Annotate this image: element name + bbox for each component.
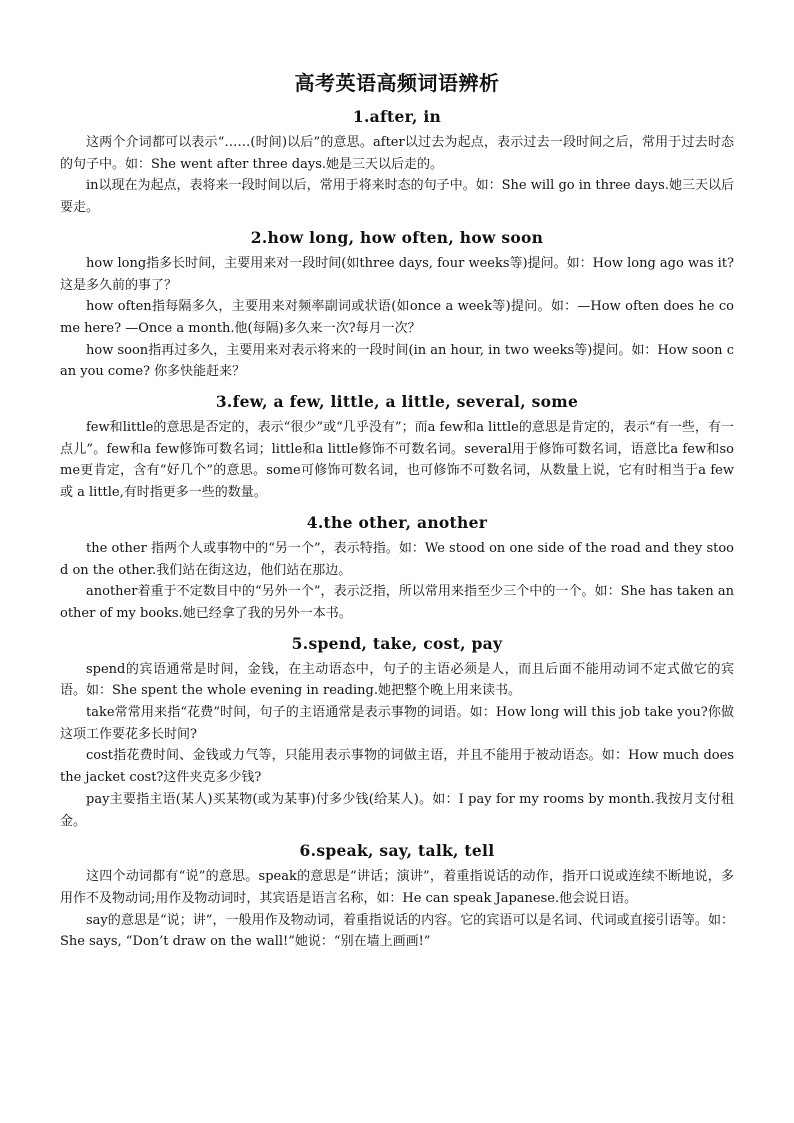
section-title: 3.few, a few, little, a little, several, some — [215, 392, 579, 412]
paragraph: say的意思是“说；讲”，一般用作及物动词，着重指说话的内容。它的宾语可以是名词、代词或直接引语等。如：She says, “Don’t draw on the wall!”她说：“别在墙上画画!” — [60, 912, 734, 950]
paragraph: the other 指两个人或事物中的“另一个”，表示特指。如：We stood on one side of the road and they stood on the other.我们站在街这边，他们站在那边。 — [60, 540, 734, 578]
document-title: 高考英语高频词语辨析 — [294, 71, 500, 95]
paragraph: pay主要指主语(某人)买某物(或为某事)付多少钱(给某人)。如：I pay for my rooms by month.我按月支付租金。 — [60, 791, 734, 829]
paragraph: few和little的意思是否定的，表示“很少”或“几乎没有”；而a few和a little的意思是肯定的，表示“有一些，有一点儿”。few和a few修饰可数名词；little和a little修饰不可数名词。several用于修饰可数名词，语意比a few和some更肯定，含有“好几个”的意思。some可修饰可数名词，也可修饰不可数名词，从数量上说，它有时相当于a few 或 a little,有时指更多一些的数量。 — [60, 420, 734, 501]
section-title: 4.the other, another — [306, 512, 488, 532]
section-after-in — [60, 106, 734, 219]
paragraph: spend的宾语通常是时间，金钱，在主动语态中，句子的主语必须是人，而且后面不能用动词不定式做它的宾语。如：She spent the whole evening in reading.她把整个晚上用来读书。 — [60, 661, 734, 699]
paragraph: cost指花费时间、金钱或力气等，只能用表示事物的词做主语，并且不能用于被动语态。如：How much does the jacket cost?这件夹克多少钱? — [60, 748, 734, 786]
section-title: 2.how long, how often, how soon — [250, 227, 544, 247]
paragraph: 这两个介词都可以表示“……(时间)以后”的意思。after以过去为起点，表示过去一段时间之后，常用于过去时态的句子中。如：She went after three days.她是三天以后走的。 — [60, 135, 734, 172]
section-spend-take-cost-pay — [60, 633, 734, 833]
paragraph: another着重于不定数目中的“另外一个”，表示泛指，所以常用来指至少三个中的一个。如：She has taken another of my books.她已经拿了我的另外一本书。 — [60, 584, 734, 621]
paragraph: how soon指再过多久，主要用来对表示将来的一段时间(in an hour, in two weeks等)提问。如：How soon can you come? 你多快能赶来？ — [60, 342, 734, 380]
paragraph: 这四个动词都有“说”的意思。speak的意思是“讲话；演讲”，着重指说话的动作，指开口说或连续不断地说，多用作不及物动词;用作及物动词时，其宾语是语言名称，如：He can speak Japanese.他会说日语。 — [60, 869, 734, 906]
section-the-other-another — [60, 512, 734, 625]
document-page — [60, 70, 734, 953]
paragraph: how long指多长时间，主要用来对一段时间(如three days, four weeks等)提问。如：How long ago was it? 这是多久前的事了？ — [60, 255, 734, 293]
paragraph: take常常用来指“花费”时间，句子的主语通常是表示事物的词语。如：How long will this job take you?你做这项工作要花多长时间? — [60, 705, 734, 742]
section-few-little-several-some — [60, 391, 734, 504]
section-title: 1.after, in — [352, 107, 442, 126]
section-speak-say-talk-tell — [60, 840, 734, 953]
paragraph: in以现在为起点，表将来一段时间以后，常用于将来时态的句子中。如：She will go in three days.她三天以后要走。 — [60, 178, 734, 216]
section-title: 6.speak, say, talk, tell — [299, 841, 495, 861]
section-title: 5.spend, take, cost, pay — [291, 633, 503, 653]
paragraph: how often指每隔多久，主要用来对频率副词或状语(如once a week等)提问。如：—How often does he come here? —Once a month.他(每隔)多久来一次?每月一次？ — [60, 299, 734, 336]
section-how-long-often-soon — [60, 227, 734, 383]
